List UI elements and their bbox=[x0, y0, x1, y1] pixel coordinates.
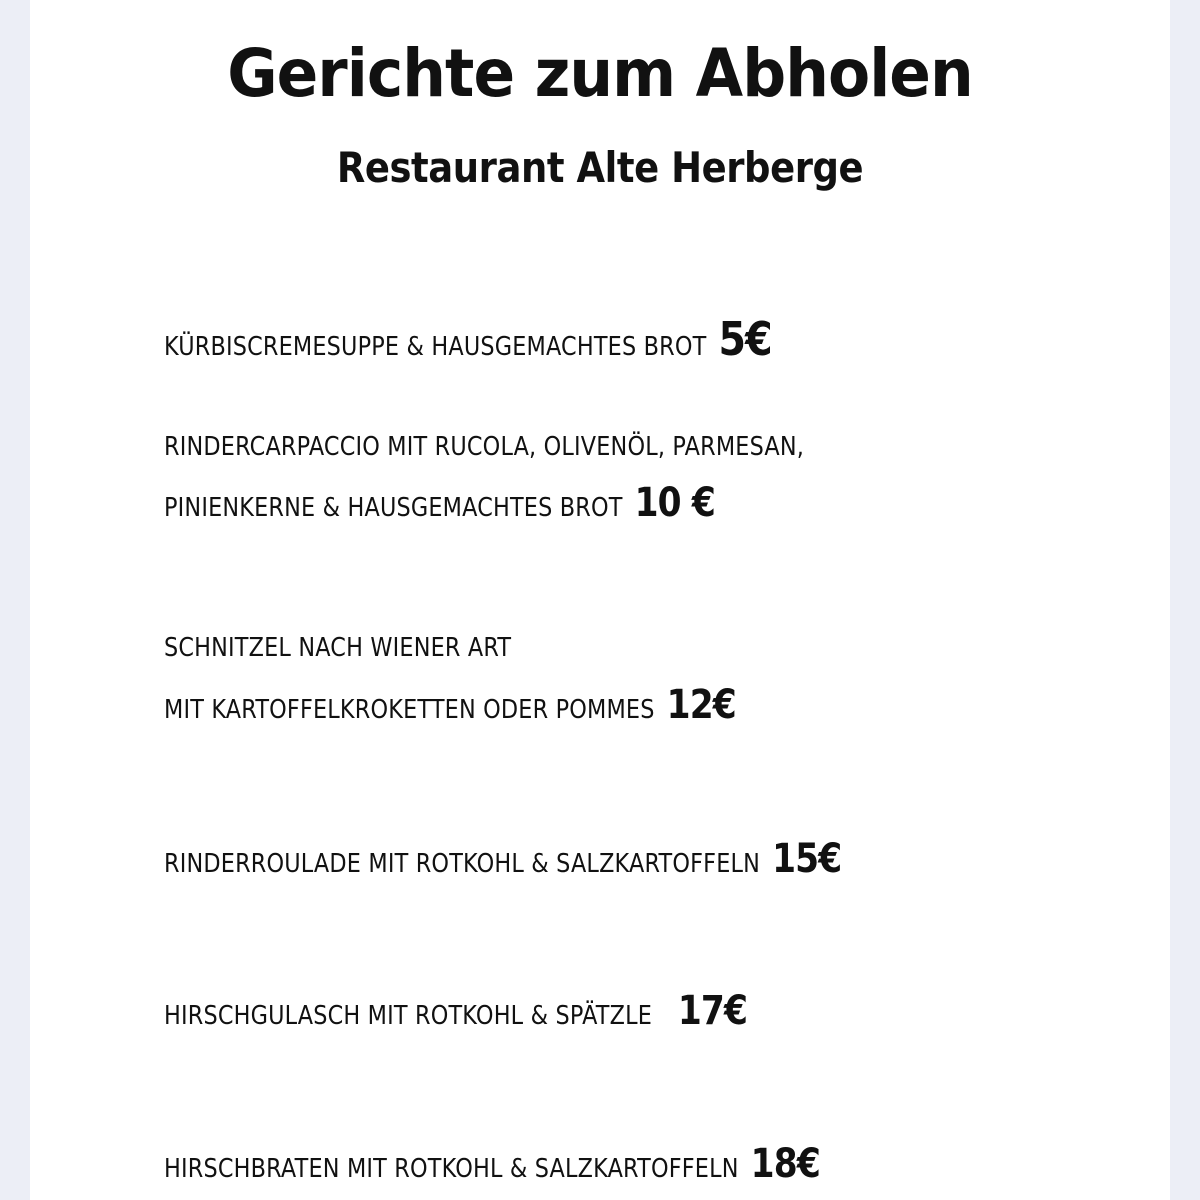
menu-item-2-price: 10 € bbox=[634, 480, 715, 526]
menu-item-3-line-1 bbox=[164, 631, 511, 665]
menu-item-5-name: HIRSCHGULASCH MIT ROTKOHL & SPÄTZLE bbox=[164, 1001, 653, 1031]
menu-item-4-name: RINDERROULADE MIT ROTKOHL & SALZKARTOFFELN bbox=[164, 849, 761, 879]
menu-item-3-name-2: MIT KARTOFFELKROKETTEN ODER POMMES bbox=[164, 695, 655, 725]
menu-item-6-price: 18€ bbox=[750, 1141, 820, 1187]
menu-item-3-line-2 bbox=[164, 682, 736, 728]
menu-item-3-price: 12€ bbox=[666, 682, 736, 728]
menu-item-1-name: KÜRBISCREMESUPPE & HAUSGEMACHTES BROT bbox=[164, 332, 707, 362]
menu-title: Gerichte zum Abholen bbox=[227, 35, 973, 112]
restaurant-name: Restaurant Alte Herberge bbox=[336, 143, 864, 192]
menu-item-1-line-1 bbox=[164, 312, 772, 366]
menu-item-5-price: 17€ bbox=[677, 988, 748, 1034]
menu-item-6-name: HIRSCHBRATEN MIT ROTKOHL & SALZKARTOFFELN bbox=[164, 1154, 739, 1184]
menu-item-5-line-1 bbox=[164, 988, 748, 1034]
menu-item-2-line-2 bbox=[164, 480, 715, 526]
menu-item-6-line-1 bbox=[164, 1141, 820, 1187]
menu-item-2-name-1: RINDERCARPACCIO MIT RUCOLA, OLIVENÖL, PARMESAN, bbox=[164, 432, 805, 462]
menu-item-2-line-1 bbox=[164, 430, 804, 464]
menu-item-4-price: 15€ bbox=[772, 836, 842, 882]
menu-item-4-line-1 bbox=[164, 836, 842, 882]
menu-item-3-name-1: SCHNITZEL NACH WIENER ART bbox=[164, 633, 512, 663]
menu-item-2-name-2: PINIENKERNE & HAUSGEMACHTES BROT bbox=[164, 493, 623, 523]
menu-item-1-price: 5€ bbox=[718, 312, 772, 366]
menu-page bbox=[30, 0, 1170, 1200]
